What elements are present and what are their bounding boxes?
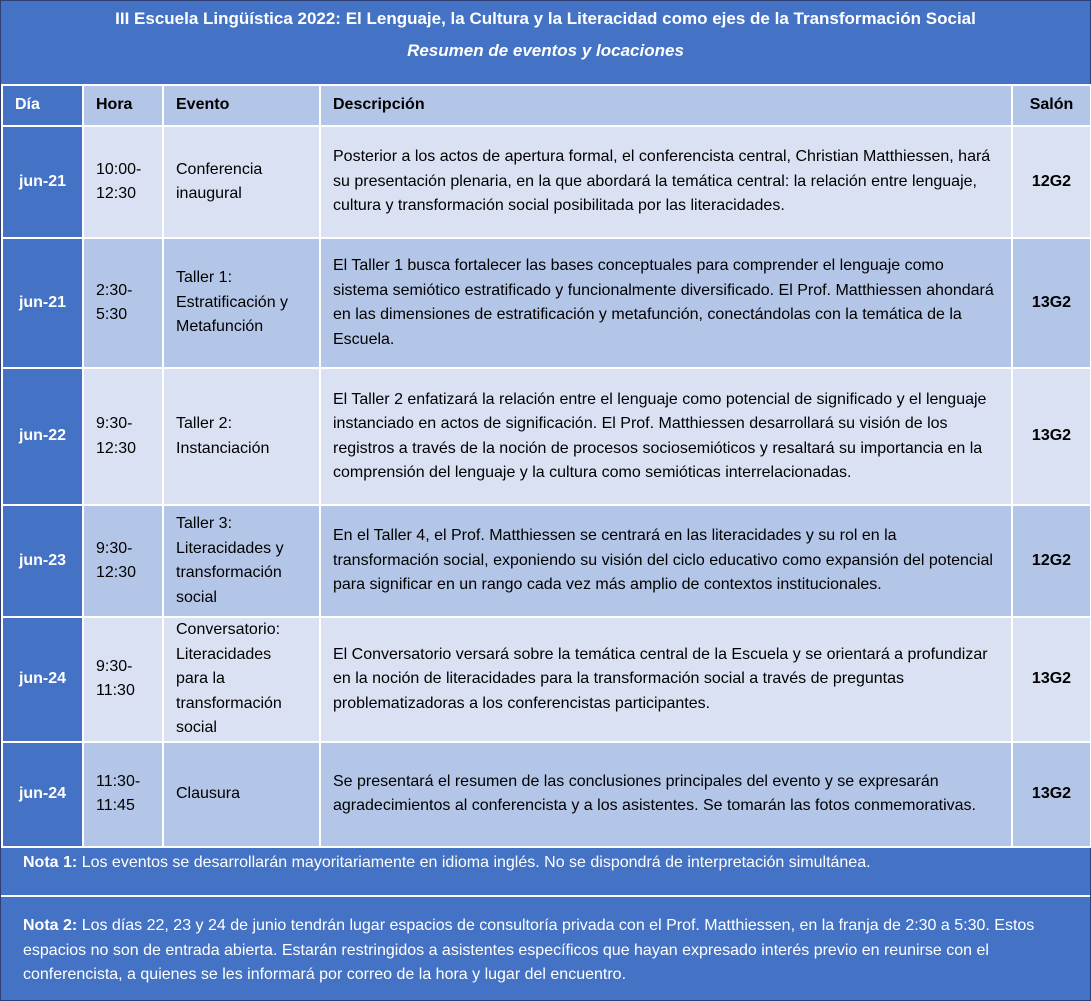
- note-2: [23, 914, 1085, 988]
- page-title: III Escuela Lingüística 2022: El Lenguaje, la Cultura y la Literacidad como ejes de la Transformación Social: [115, 9, 976, 28]
- cell-evento: Taller 3: Literacidades y transformación social: [163, 505, 320, 617]
- table-row: [2, 238, 1091, 368]
- cell-descripcion: Posterior a los actos de apertura formal, el conferencista central, Christian Matthiessen, hará su presentación plenaria, en la que abordará la temática central: la relación entre lenguaje, cultura y transformación social posibilitada por las literacidades.: [320, 126, 1012, 238]
- cell-salon: 12G2: [1012, 505, 1091, 617]
- column-header-hora: Hora: [83, 85, 163, 126]
- note-2-label: Nota 2:: [23, 917, 78, 934]
- cell-dia: jun-23: [2, 505, 83, 617]
- cell-salon: 13G2: [1012, 368, 1091, 505]
- table-row: [2, 126, 1091, 238]
- cell-hora: 9:30-11:30: [83, 617, 163, 742]
- cell-hora: 2:30-5:30: [83, 238, 163, 368]
- cell-descripcion: En el Taller 4, el Prof. Matthiessen se centrará en las literacidades y su rol en la transformación social, exponiendo su visión del ciclo educativo como expansión del potencial para significar en un rango cada vez más amplio de contextos institucionales.: [320, 505, 1012, 617]
- table-header-row: [2, 85, 1091, 126]
- cell-evento: Taller 2: Instanciación: [163, 368, 320, 505]
- cell-descripcion: El Taller 1 busca fortalecer las bases conceptuales para comprender el lenguaje como sistema semiótico estratificado y funcionalmente diversificado. El Prof. Matthiessen ahondará en las dimensiones de estratificación y metafunción, conectándolas con la temática de la Escuela.: [320, 238, 1012, 368]
- title-block: [1, 1, 1090, 84]
- column-header-salon: Salón: [1012, 85, 1091, 126]
- note-2-text: Los días 22, 23 y 24 de junio tendrán lugar espacios de consultoría privada con el Prof. Matthiessen, en la franja de 2:30 a 5:30. Estos espacios no son de entrada abierta. Estarán restringidos a asistentes específicos que hayan expresado interés previo en reunirse con el conferencista, a quienes se les informará por correo de la hora y lugar del encuentro.: [23, 917, 1035, 983]
- cell-salon: 13G2: [1012, 617, 1091, 742]
- note-1: [1, 827, 1090, 897]
- cell-evento: Clausura: [163, 742, 320, 847]
- cell-descripcion: El Taller 2 enfatizará la relación entre el lenguaje como potencial de significado y el lenguaje instanciado en actos de significación. El Prof. Matthiessen desarrollará su visión de los registros a través de la noción de procesos sociosemióticos y resaltará su importancia en la comprensión del lenguaje y la cultura como semióticas interrelacionadas.: [320, 368, 1012, 505]
- cell-hora: 9:30-12:30: [83, 505, 163, 617]
- cell-dia: jun-21: [2, 126, 83, 238]
- cell-dia: jun-24: [2, 742, 83, 847]
- cell-hora: 9:30-12:30: [83, 368, 163, 505]
- cell-dia: jun-21: [2, 238, 83, 368]
- cell-salon: 13G2: [1012, 238, 1091, 368]
- note-1-text: Los eventos se desarrollarán mayoritariamente en idioma inglés. No se dispondrá de interpretación simultánea.: [81, 854, 871, 871]
- cell-evento: Taller 1: Estratificación y Metafunción: [163, 238, 320, 368]
- schedule-table: [1, 84, 1091, 848]
- cell-dia: jun-22: [2, 368, 83, 505]
- table-row: [2, 368, 1091, 505]
- column-header-descripcion: Descripción: [320, 85, 1012, 126]
- cell-evento: Conversatorio: Literacidades para la transformación social: [163, 617, 320, 742]
- page-subtitle: Resumen de eventos y locaciones: [407, 41, 684, 60]
- table-row: [2, 617, 1091, 742]
- cell-hora: 11:30-11:45: [83, 742, 163, 847]
- table-row: [2, 505, 1091, 617]
- column-header-evento: Evento: [163, 85, 320, 126]
- cell-descripcion: El Conversatorio versará sobre la temática central de la Escuela y se orientará a profundizar en la noción de literacidades para la transformación social a través de preguntas problematizadoras a los conferencistas participantes.: [320, 617, 1012, 742]
- column-header-dia: Día: [2, 85, 83, 126]
- cell-descripcion: Se presentará el resumen de las conclusiones principales del evento y se expresarán agradecimientos al conferencista y a los asistentes. Se tomarán las fotos conmemorativas.: [320, 742, 1012, 847]
- cell-salon: 13G2: [1012, 742, 1091, 847]
- cell-dia: jun-24: [2, 617, 83, 742]
- note-1-label: Nota 1:: [23, 854, 78, 871]
- cell-hora: 10:00-12:30: [83, 126, 163, 238]
- cell-salon: 12G2: [1012, 126, 1091, 238]
- cell-evento: Conferencia inaugural: [163, 126, 320, 238]
